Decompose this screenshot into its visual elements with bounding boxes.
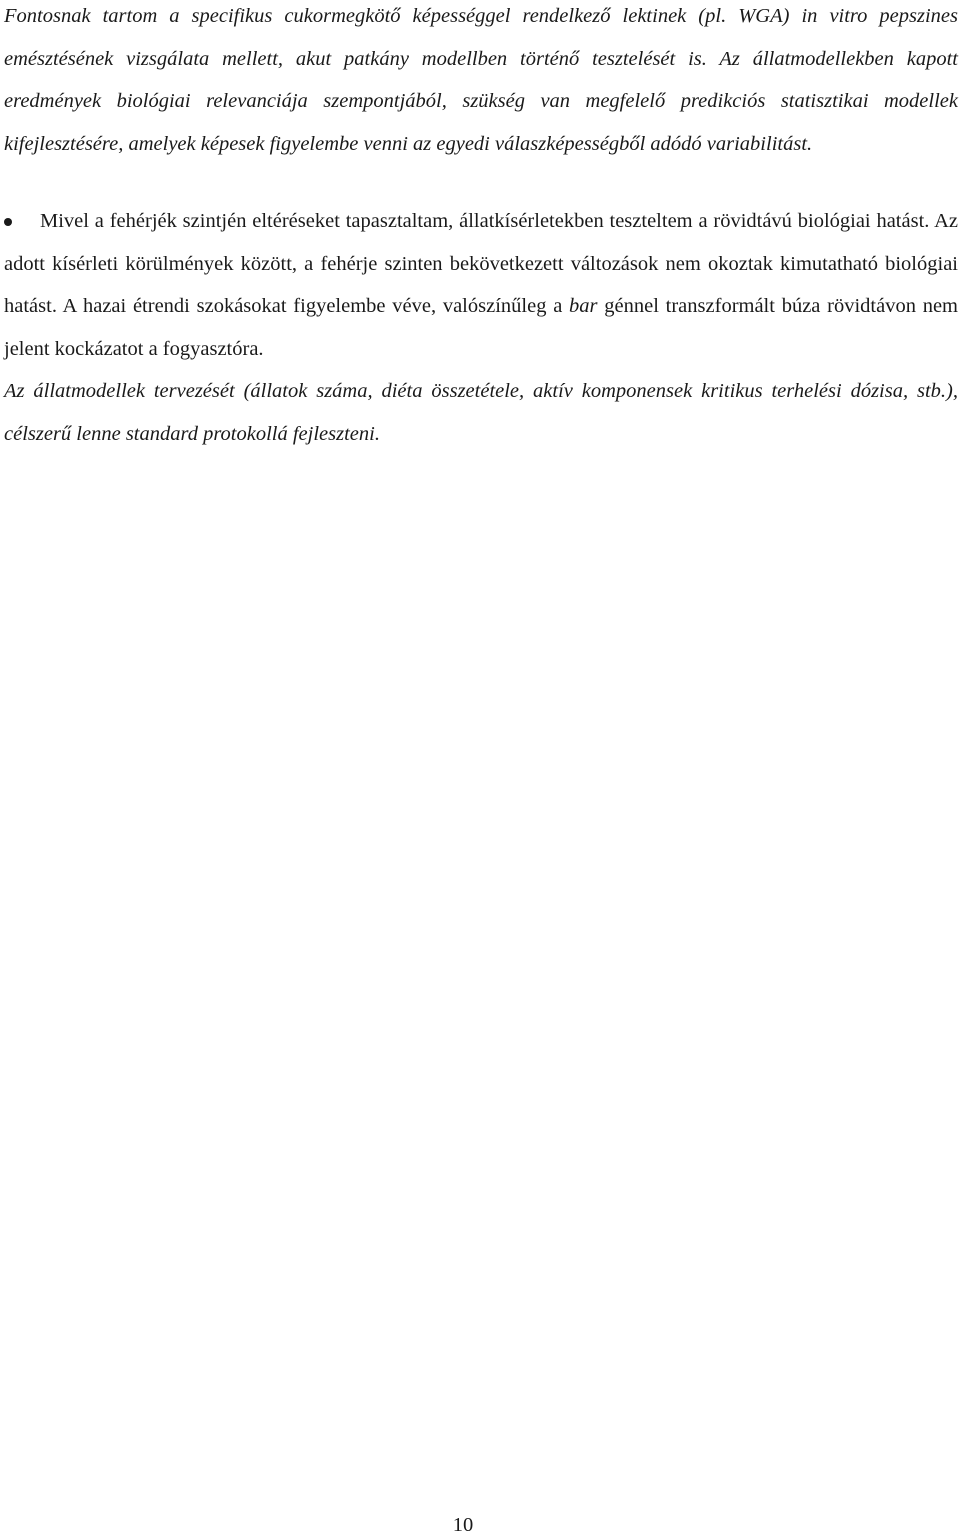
paragraph-lectin-testing: Fontosnak tartom a specifikus cukormegkötő képességgel rendelkező lektinek (pl. WGA) in vitro pepszines emésztésének vizsgálata mellett, akut patkány modellben történő tesztelését is. Az állatmodellekben kapott eredmények biológiai relevanciája szempontjából, szükség van megfelelő predikciós statisztikai modellek kifejlesztésére, amelyek képesek figyelembe venni az egyedi válaszképességből adódó variabilitást.: [4, 5, 958, 155]
bullet-icon: [4, 218, 12, 226]
paragraph-animal-model-design: Az állatmodellek tervezését (állatok száma, diéta összetétele, aktív komponensek kritikus terhelési dózisa, stb.), célszerű lenne standard protokollá fejleszteni.: [4, 380, 958, 445]
bullet-paragraph-protein-effects: [4, 200, 958, 370]
document-page: [4, 0, 958, 455]
paragraph-text-before: Mivel a fehérjék szintjén eltéréseket tapasztaltam, állatkísérletekben teszteltem a rövidtávú biológiai hatást. Az adott kísérleti körülmények között, a fehérje szinten bekövetkezett változások nem okoztak kimutatható biológiai hatást. A hazai étrendi szokásokat figyelembe véve, valószínűleg a: [4, 210, 958, 317]
paragraph-text-after: génnel transzformált búza rövidtávon nem jelent kockázatot a fogyasztóra.: [4, 295, 958, 360]
emphasis-gene-name: bar: [569, 295, 598, 317]
page-number: 10: [452, 1514, 474, 1536]
